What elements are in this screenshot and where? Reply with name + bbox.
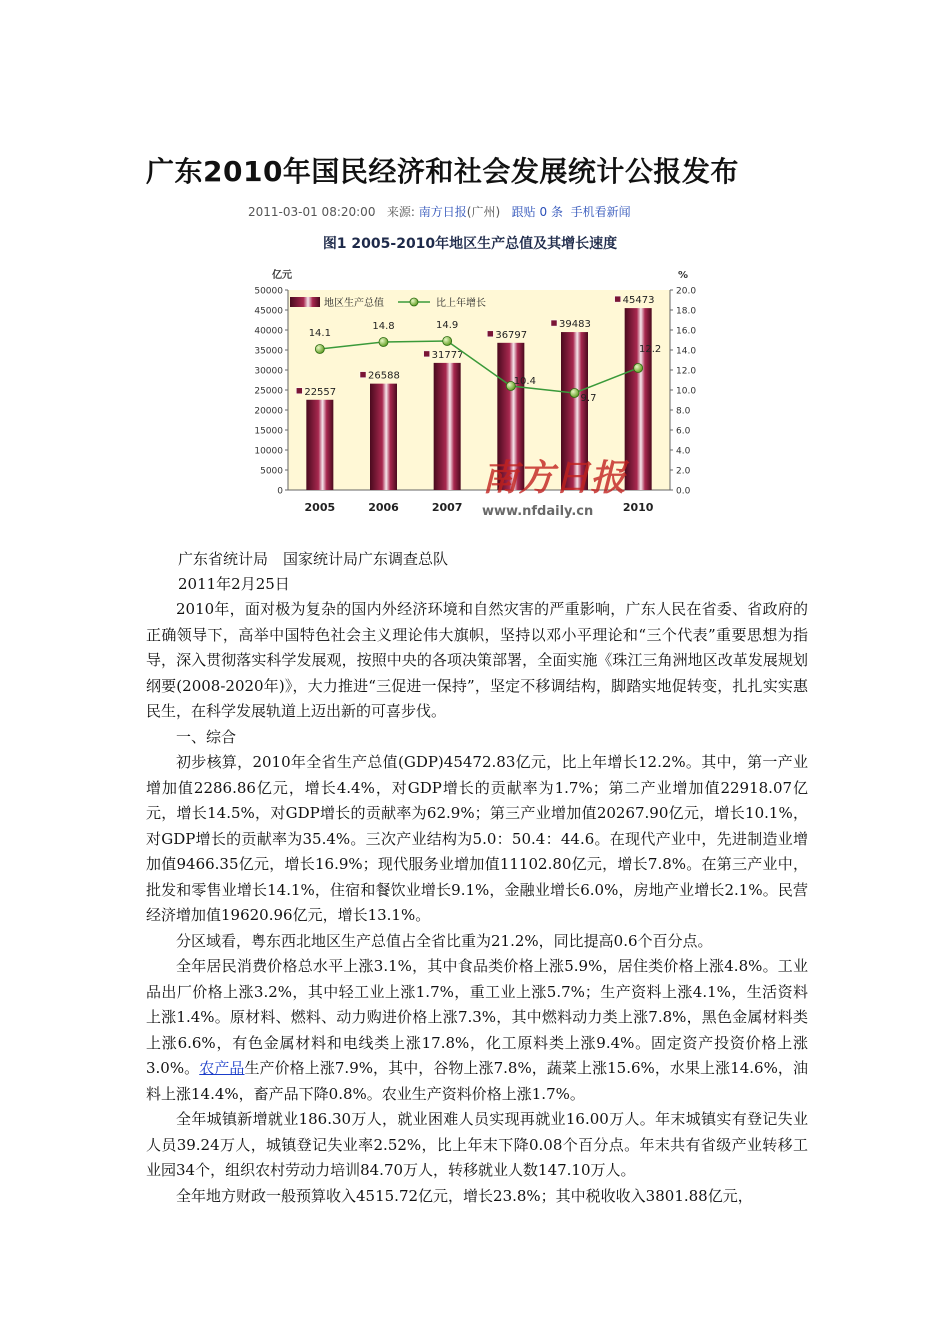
y-left-tick-label: 15000 — [254, 426, 283, 437]
watermark-logo: 南方日报 — [482, 457, 627, 499]
mobile-news-link[interactable]: 手机看新闻 — [570, 205, 631, 219]
y-right-tick-label: 12.0 — [676, 366, 697, 377]
growth-point — [315, 345, 324, 354]
paragraph-gdp: 初步核算，2010年全省生产总值(GDP)45472.83亿元，比上年增长12.2%。其中，第一产业增加值2286.86亿元，增长4.4%，对GDP增长的贡献率为1.7%；第二产业增加值22918.07亿元，增长14.5%，对GDP增长的贡献率为62.9%；第三产业增加值20267.90亿元，增长10.1%，对GDP增长的贡献率为35.4%。三次产业结构为5.0：50.4：44.6。在现代产业中，先进制造业增加值9466.35亿元，增长16.9%；现代服务业增加值11102.80亿元，增长7.8%。在第三产业中，批发和零售业增长14.1%，住宿和餐饮业增长9.1%，金融业增长6.0%，房地产业增长2.1%。民营经济增加值19620.96亿元，增长13.1%。 — [146, 753, 808, 924]
gdp-label-marker — [424, 351, 430, 357]
chart-title: 图1 2005-2010年地区生产总值及其增长速度 — [322, 236, 618, 252]
y-right-tick-label: 4.0 — [676, 446, 691, 457]
publish-datetime: 2011-03-01 08:20:00 — [248, 205, 376, 219]
y-left-tick-label: 20000 — [254, 406, 283, 417]
legend-gdp-label: 地区生产总值 — [324, 298, 384, 309]
gdp-value-label: 36797 — [495, 329, 528, 341]
paragraph-finance: 全年地方财政一般预算收入4515.72亿元，增长23.8%；其中税收收入3801.88亿元， — [176, 1186, 753, 1205]
gdp-label-marker — [615, 296, 621, 302]
legend-line-marker — [410, 298, 418, 306]
y-left-unit: 亿元 — [272, 270, 292, 281]
legend-bar-swatch — [290, 297, 320, 307]
article-title: 广东2010年国民经济和社会发展统计公报发布 — [146, 155, 739, 188]
y-right-tick-label: 14.0 — [676, 346, 697, 357]
y-right-unit: % — [678, 270, 689, 281]
report-author: 广东省统计局 国家统计局广东调查总队 — [178, 550, 449, 568]
y-right-tick-label: 8.0 — [676, 406, 691, 417]
y-right-tick-label: 16.0 — [676, 326, 697, 337]
y-right-tick-label: 18.0 — [676, 306, 697, 317]
article-meta — [248, 203, 631, 220]
gdp-chart — [250, 230, 697, 525]
gdp-chart-svg — [250, 230, 697, 525]
growth-value-label: 14.1 — [308, 328, 331, 339]
y-left-tick-label: 10000 — [254, 446, 283, 457]
growth-point — [570, 389, 579, 398]
comments-link[interactable] — [512, 205, 563, 219]
gdp-bar — [370, 384, 397, 490]
paragraph-employment: 全年城镇新增就业186.30万人，就业困难人员实现再就业16.00万人。年末城镇实有登记失业人员39.24万人，城镇登记失业率2.52%，比上年末下降0.08个百分点。年末共有省级产业转移工业园34个，组织农村劳动力培训84.70万人，转移就业人数147.10万人。 — [146, 1110, 808, 1179]
gdp-label-marker — [296, 388, 302, 394]
x-tick-label: 2006 — [368, 501, 399, 514]
paragraph-prices — [146, 954, 808, 1107]
gdp-value-label: 39483 — [559, 319, 591, 331]
y-right-tick-label: 10.0 — [676, 386, 697, 397]
y-right-tick-label: 0.0 — [676, 486, 691, 497]
x-tick-label: 2010 — [622, 501, 654, 514]
y-left-tick-label: 35000 — [254, 346, 283, 357]
y-right-tick-label: 6.0 — [676, 426, 691, 437]
paragraph-intro: 2010年，面对极为复杂的国内外经济环境和自然灾害的严重影响，广东人民在省委、省政府的正确领导下，高举中国特色社会主义理论伟大旗帜，坚持以邓小平理论和“三个代表”重要思想为指导，深入贯彻落实科学发展观，按照中央的各项决策部署，全面实施《珠江三角洲地区改革发展规划纲要(2008-2020年)》，大力推进“三促进一保持”，坚定不移调结构，脚踏实地促转变，扎扎实实惠民生，在科学发展轨道上迈出新的可喜步伐。 — [146, 600, 808, 720]
comments-suffix: 条 — [550, 205, 563, 219]
gdp-value-label: 31777 — [431, 349, 464, 361]
y-left-tick-label: 40000 — [254, 326, 283, 337]
paragraph-regional: 分区域看，粤东西北地区生产总值占全省比重为21.2%，同比提高0.6个百分点。 — [176, 931, 713, 950]
comments-prefix: 跟贴 — [511, 205, 536, 219]
growth-value-label: 9.7 — [580, 393, 597, 404]
y-left-tick-label: 5000 — [260, 466, 283, 477]
y-left-tick-label: 45000 — [254, 306, 283, 317]
comments-count: 0 — [539, 205, 548, 219]
source-link[interactable]: 南方日报 — [418, 205, 467, 219]
growth-value-label: 14.9 — [436, 320, 459, 331]
growth-point — [443, 337, 452, 346]
gdp-bar — [434, 363, 461, 490]
growth-value-label: 14.8 — [372, 321, 395, 332]
prices-text-a: 全年居民消费价格总水平上涨3.1%，其中食品类价格上涨5.9%，居住类价格上涨4.8%。工业品出厂价格上涨3.2%，其中轻工业上涨1.7%，重工业上涨5.7%；生产资料上涨4.1%，生活资料上涨1.4%。原材料、燃料、动力购进价格上涨7.3%，其中燃料动力类上涨7.8%，黑色金属材料类上涨6.6%，有色金属材料和电线类上涨17.8%，化工原料类上涨9.4%。固定资产投资价格上涨3.0%。 — [146, 957, 808, 1077]
growth-value-label: 10.4 — [513, 376, 536, 387]
source-city: (广州) — [466, 205, 501, 219]
gdp-label-marker — [487, 331, 493, 337]
y-left-tick-label: 30000 — [254, 366, 283, 377]
x-tick-label: 2005 — [304, 501, 336, 514]
y-left-tick-label: 0 — [277, 486, 283, 497]
gdp-label-marker — [360, 372, 366, 378]
y-right-tick-label: 2.0 — [676, 466, 691, 477]
gdp-value-label: 45473 — [622, 295, 655, 307]
growth-point — [379, 338, 388, 347]
section-heading-overview: 一、综合 — [176, 727, 237, 746]
y-left-tick-label: 50000 — [254, 286, 283, 297]
legend-growth-label: 比上年增长 — [436, 298, 486, 309]
article-body — [146, 597, 808, 1209]
report-date: 2011年2月25日 — [178, 575, 290, 593]
gdp-bar — [306, 400, 333, 490]
y-right-tick-label: 20.0 — [676, 286, 697, 297]
gdp-value-label: 22557 — [304, 386, 337, 398]
x-tick-label: 2007 — [431, 501, 463, 514]
growth-point — [634, 364, 643, 373]
gdp-bar — [625, 308, 652, 490]
y-left-tick-label: 25000 — [254, 386, 283, 397]
prices-text-b: 生产价格上涨7.9%，其中，谷物上涨7.8%，蔬菜上涨15.6%，水果上涨14.6%，油料上涨14.4%，畜产品下降0.8%。农业生产资料价格上涨1.7%。 — [146, 1059, 808, 1103]
gdp-value-label: 26588 — [368, 370, 400, 382]
gdp-label-marker — [551, 320, 557, 326]
growth-value-label: 12.2 — [639, 344, 662, 355]
watermark-url: www.nfdaily.cn — [482, 504, 594, 519]
source-label: 来源: — [386, 205, 415, 219]
agricultural-products-link[interactable]: 农产品 — [199, 1059, 245, 1077]
